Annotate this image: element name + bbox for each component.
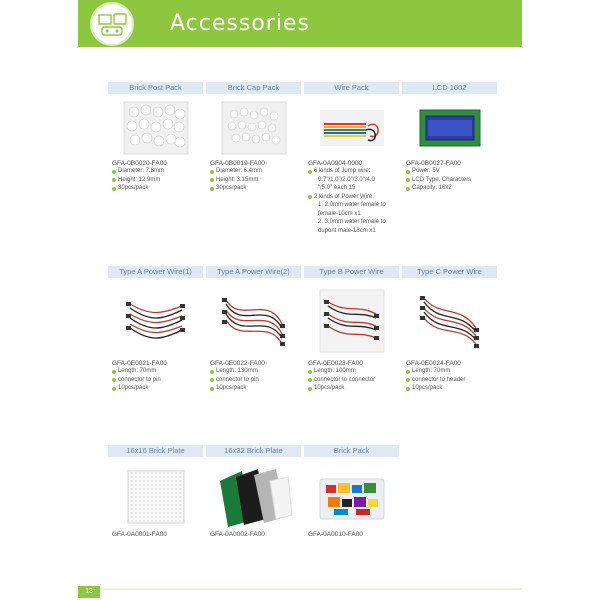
product-brick-cap-pack — [206, 82, 301, 193]
product-type-b-power-wire — [304, 266, 399, 393]
product-code: GFA-0B0019-FA00 — [210, 160, 265, 167]
page-title: Accessories — [170, 11, 310, 36]
product-spec: 10pcs/pack — [206, 384, 301, 393]
product-spec: Height: 12.9mm — [108, 176, 203, 185]
product-spec: Length: 100mm — [304, 367, 399, 376]
product-spec: connector to pin — [108, 376, 203, 385]
product-spec: female-10cm x1 — [318, 210, 361, 217]
product-code: GFA-0A0002-FA00 — [210, 531, 265, 538]
product-title: LCD 1602 — [402, 82, 497, 94]
header-logo — [90, 2, 134, 46]
product-spec: connector to header — [402, 376, 497, 385]
brick-plate-16x32-image — [214, 467, 294, 527]
product-code: GFA-0E0023-FA00 — [308, 360, 363, 367]
product-spec: Length: 130mm — [206, 367, 301, 376]
type-b-power-wire-image — [318, 284, 386, 356]
product-spec: 10pcs/pack — [108, 384, 203, 393]
product-spec: Height: 3.15mm — [206, 176, 301, 185]
product-title: 16x16 Brick Plate — [108, 445, 203, 457]
brick-post-pack-image — [122, 100, 190, 156]
page-number: 13 — [78, 586, 100, 598]
product-spec: 10pcs/pack — [402, 384, 497, 393]
product-type-a-power-wire-1 — [108, 266, 203, 393]
footer-bar — [78, 588, 522, 590]
type-c-power-wire-image — [416, 284, 484, 356]
catalog-page — [78, 0, 522, 600]
product-brick-pack — [304, 445, 399, 538]
page-header — [78, 0, 522, 47]
product-spec: 1. 2.0mm water female to — [318, 202, 386, 208]
product-spec: 0.7"/1.0"/2.0"/3.0"/4.0 — [318, 176, 375, 183]
product-code: GFA-0E0022-FA00 — [210, 360, 265, 367]
product-title: Brick Cap Pack — [206, 82, 301, 94]
electronics-icon — [98, 12, 128, 38]
product-title: Wire Pack — [304, 82, 399, 94]
product-spec: LCD Type: Characters — [402, 176, 497, 185]
product-code: GFA-0A0001-FA00 — [112, 531, 167, 538]
product-spec: Diameter: 6.4mm — [206, 167, 301, 176]
product-title: Type B Power Wire — [304, 266, 399, 278]
product-spec: Length: 70mm — [402, 367, 497, 376]
product-16x16-brick-plate — [108, 445, 203, 538]
product-spec: 30pcs/pack — [206, 184, 301, 193]
product-spec: "/5.0" each 15 — [318, 185, 356, 191]
product-title: 16x32 Brick Plate — [206, 445, 301, 457]
product-spec: connector to connector — [304, 376, 399, 385]
product-spec: connector to pin — [206, 376, 301, 385]
brick-pack-image — [316, 467, 388, 527]
product-code: GFA-0E0024-FA00 — [406, 360, 461, 367]
product-code: GFA-0B0027-FA00 — [406, 160, 461, 167]
product-16x32-brick-plate — [206, 445, 301, 538]
product-lcd-1602 — [402, 82, 497, 193]
product-code: GFA-0B0020-FA00 — [112, 160, 167, 167]
brick-cap-pack-image — [220, 100, 288, 156]
product-spec: Diameter: 7.8mm — [108, 167, 203, 176]
product-spec: dupont male-18cm x1 — [318, 227, 376, 234]
product-spec: Length: 70mm — [108, 367, 203, 376]
product-code: GFA-0E0021-FA00 — [112, 360, 167, 367]
product-spec: 2. 3.0mm water female to — [318, 219, 386, 225]
wire-pack-image — [318, 100, 386, 156]
product-spec: 6 kinds of Jump wire: — [304, 167, 399, 176]
product-wire-pack — [304, 82, 399, 235]
product-spec: 2 kinds of Power Wire: — [304, 193, 399, 202]
product-brick-post-pack — [108, 82, 203, 193]
product-type-c-power-wire — [402, 266, 497, 393]
product-type-a-power-wire-2 — [206, 266, 301, 393]
product-title: Type A Power Wire(1) — [108, 266, 203, 278]
product-code: GFA-0A0904-0000 — [308, 160, 363, 167]
product-title: Brick Post Pack — [108, 82, 203, 94]
product-spec: 30pcs/pack — [108, 184, 203, 193]
product-title: Type A Power Wire(2) — [206, 266, 301, 278]
type-a-power-wire-1-image — [122, 284, 190, 356]
brick-plate-16x16-image — [126, 467, 186, 527]
product-spec: 10pcs/pack — [304, 384, 399, 393]
product-title: Type C Power Wire — [402, 266, 497, 278]
lcd-1602-image — [416, 100, 484, 156]
type-a-power-wire-2-image — [220, 284, 288, 356]
product-title: Brick Pack — [304, 445, 399, 457]
product-spec: Power: 5V — [402, 167, 497, 176]
product-spec: Capacity: 16x2 — [402, 184, 497, 193]
product-code: GFA-0A0010-FA00 — [308, 531, 363, 538]
